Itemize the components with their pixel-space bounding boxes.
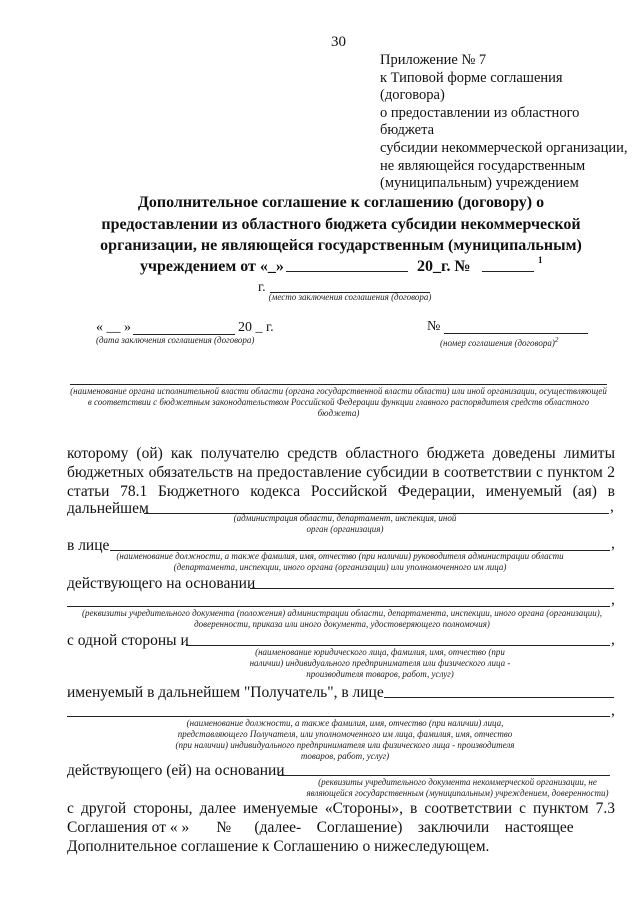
page-number: 30	[331, 34, 346, 50]
authority-caption: (наименование органа исполнительной власти области (органа государственной власти области) или иной организации, осуществляющей в соответствии с бюджетным законодательством Российской Федерации функции главного распорядителя средств областного бюджета)	[70, 386, 607, 418]
date-caption: (дата заключения соглашения (договора)	[96, 335, 255, 345]
recipient-caption: (наименование должности, а также фамилия, имя, отчество (при наличии) лица, представляющего Получателя, или уполномоченного им лица, фамилия, имя, отчество (при наличии) индивидуального предпринимателя или физического лица - производителя товаров, работ, услуг)	[175, 718, 515, 761]
date-text: « __ »	[96, 320, 131, 335]
hereinafter-label: дальнейшем	[67, 500, 149, 517]
one-side-line[interactable]	[186, 645, 610, 646]
closing-line: Дополнительное соглашение к Соглашению о нижеследующем.	[67, 838, 490, 855]
place-prefix: г.	[258, 280, 266, 295]
title-line: предоставлении из областного бюджета субсидии некоммерческой	[101, 215, 581, 233]
acting2-caption: (реквизиты учредительного документа некоммерческой организации, не являющейся государственным (муниципальным) учреждением, доверенности)	[306, 777, 609, 798]
comma-mark: ,	[611, 591, 615, 608]
appendix-line: к Типовой форме соглашения (договора)	[380, 69, 563, 104]
number-footnote: 2	[554, 336, 559, 344]
document-title	[96, 192, 586, 257]
body-line: статьи 78.1 Бюджетного кодекса Российской Федерации, именуемый (ая) в	[67, 483, 615, 500]
comma-mark: ,	[610, 498, 614, 515]
title-last-mid: 20_г. №	[417, 258, 471, 275]
number-caption-text: (номер соглашения (договора)	[440, 338, 555, 348]
recipient-label: именуемый в дальнейшем "Получатель", в лице	[67, 684, 384, 701]
acting2-line[interactable]	[278, 775, 610, 776]
appendix-line: Приложение № 7	[380, 52, 487, 68]
authority-line[interactable]	[70, 384, 607, 385]
acting2-label: действующего (ей) на основании	[67, 762, 285, 779]
recipient-line[interactable]	[384, 697, 614, 698]
acting-basis-label: действующего на основании	[67, 575, 256, 592]
appendix-block	[380, 52, 630, 193]
one-side-caption: (наименование юридического лица, фамилия, имя, отчество (при наличии) индивидуального предпринимателя или физического лица - производителя товаров, работ, услуг)	[249, 647, 511, 679]
acting-basis-line[interactable]	[250, 588, 614, 589]
in-person-label: в лице	[67, 537, 110, 554]
basis-line-2[interactable]	[67, 606, 610, 607]
body-paragraph-1	[67, 444, 615, 501]
body-line: которому (ой) как получателю средств областного бюджета доведены лимиты	[67, 445, 615, 462]
basis-caption: (реквизиты учредительного документа (положения) администрации области, департамента, инспекции, иного органа (организации), доверенности, приказа или иного документа, удостоверяющего полномочия)	[82, 608, 602, 629]
closing-line: Соглашения от « » № (далее- Соглашение) заключили настоящее	[67, 819, 574, 836]
appendix-line: о предоставлении из областного бюджета	[380, 104, 580, 139]
body-line: бюджетных обязательств на предоставление субсидии в соответствии с пунктом 2	[67, 464, 615, 481]
closing-line: с другой стороны, далее именуемые «Стороны», в соответствии с пунктом 7.3	[67, 800, 615, 817]
comma-mark: ,	[611, 631, 615, 648]
hereinafter-caption: (администрация области, департамент, инспекция, иной орган (организация)	[233, 513, 457, 534]
comma-mark: ,	[611, 535, 615, 552]
number-line[interactable]	[444, 333, 588, 334]
appendix-line: (муниципальным) учреждением	[380, 175, 579, 192]
place-caption: (место заключения соглашения (договора)	[268, 292, 432, 302]
closing-paragraph	[67, 799, 615, 856]
number-prefix: №	[427, 319, 441, 334]
recipient-line-2[interactable]	[67, 716, 610, 717]
title-last-prefix: учреждением от «_»	[140, 258, 284, 275]
one-side-label: с одной стороны и	[67, 632, 189, 649]
appendix-line: не являющейся государственным	[380, 157, 586, 174]
comma-mark: ,	[611, 702, 615, 719]
title-line: Дополнительное соглашение к соглашению (договору) о	[137, 194, 545, 211]
in-person-caption: (наименование должности, а также фамилия, имя, отчество (при наличии) руководителя администрации области (департамента, инспекции, иного органа (организации) или уполномоченного им лица)	[116, 551, 564, 572]
title-line: организации, не являющейся государственным (муниципальным)	[100, 237, 582, 254]
year-text: 20 _ г.	[238, 320, 274, 335]
number-caption	[440, 335, 600, 349]
footnote-mark: 1	[538, 255, 543, 265]
title-last-line	[140, 256, 560, 278]
appendix-line: субсидии некоммерческой организации,	[380, 139, 628, 156]
